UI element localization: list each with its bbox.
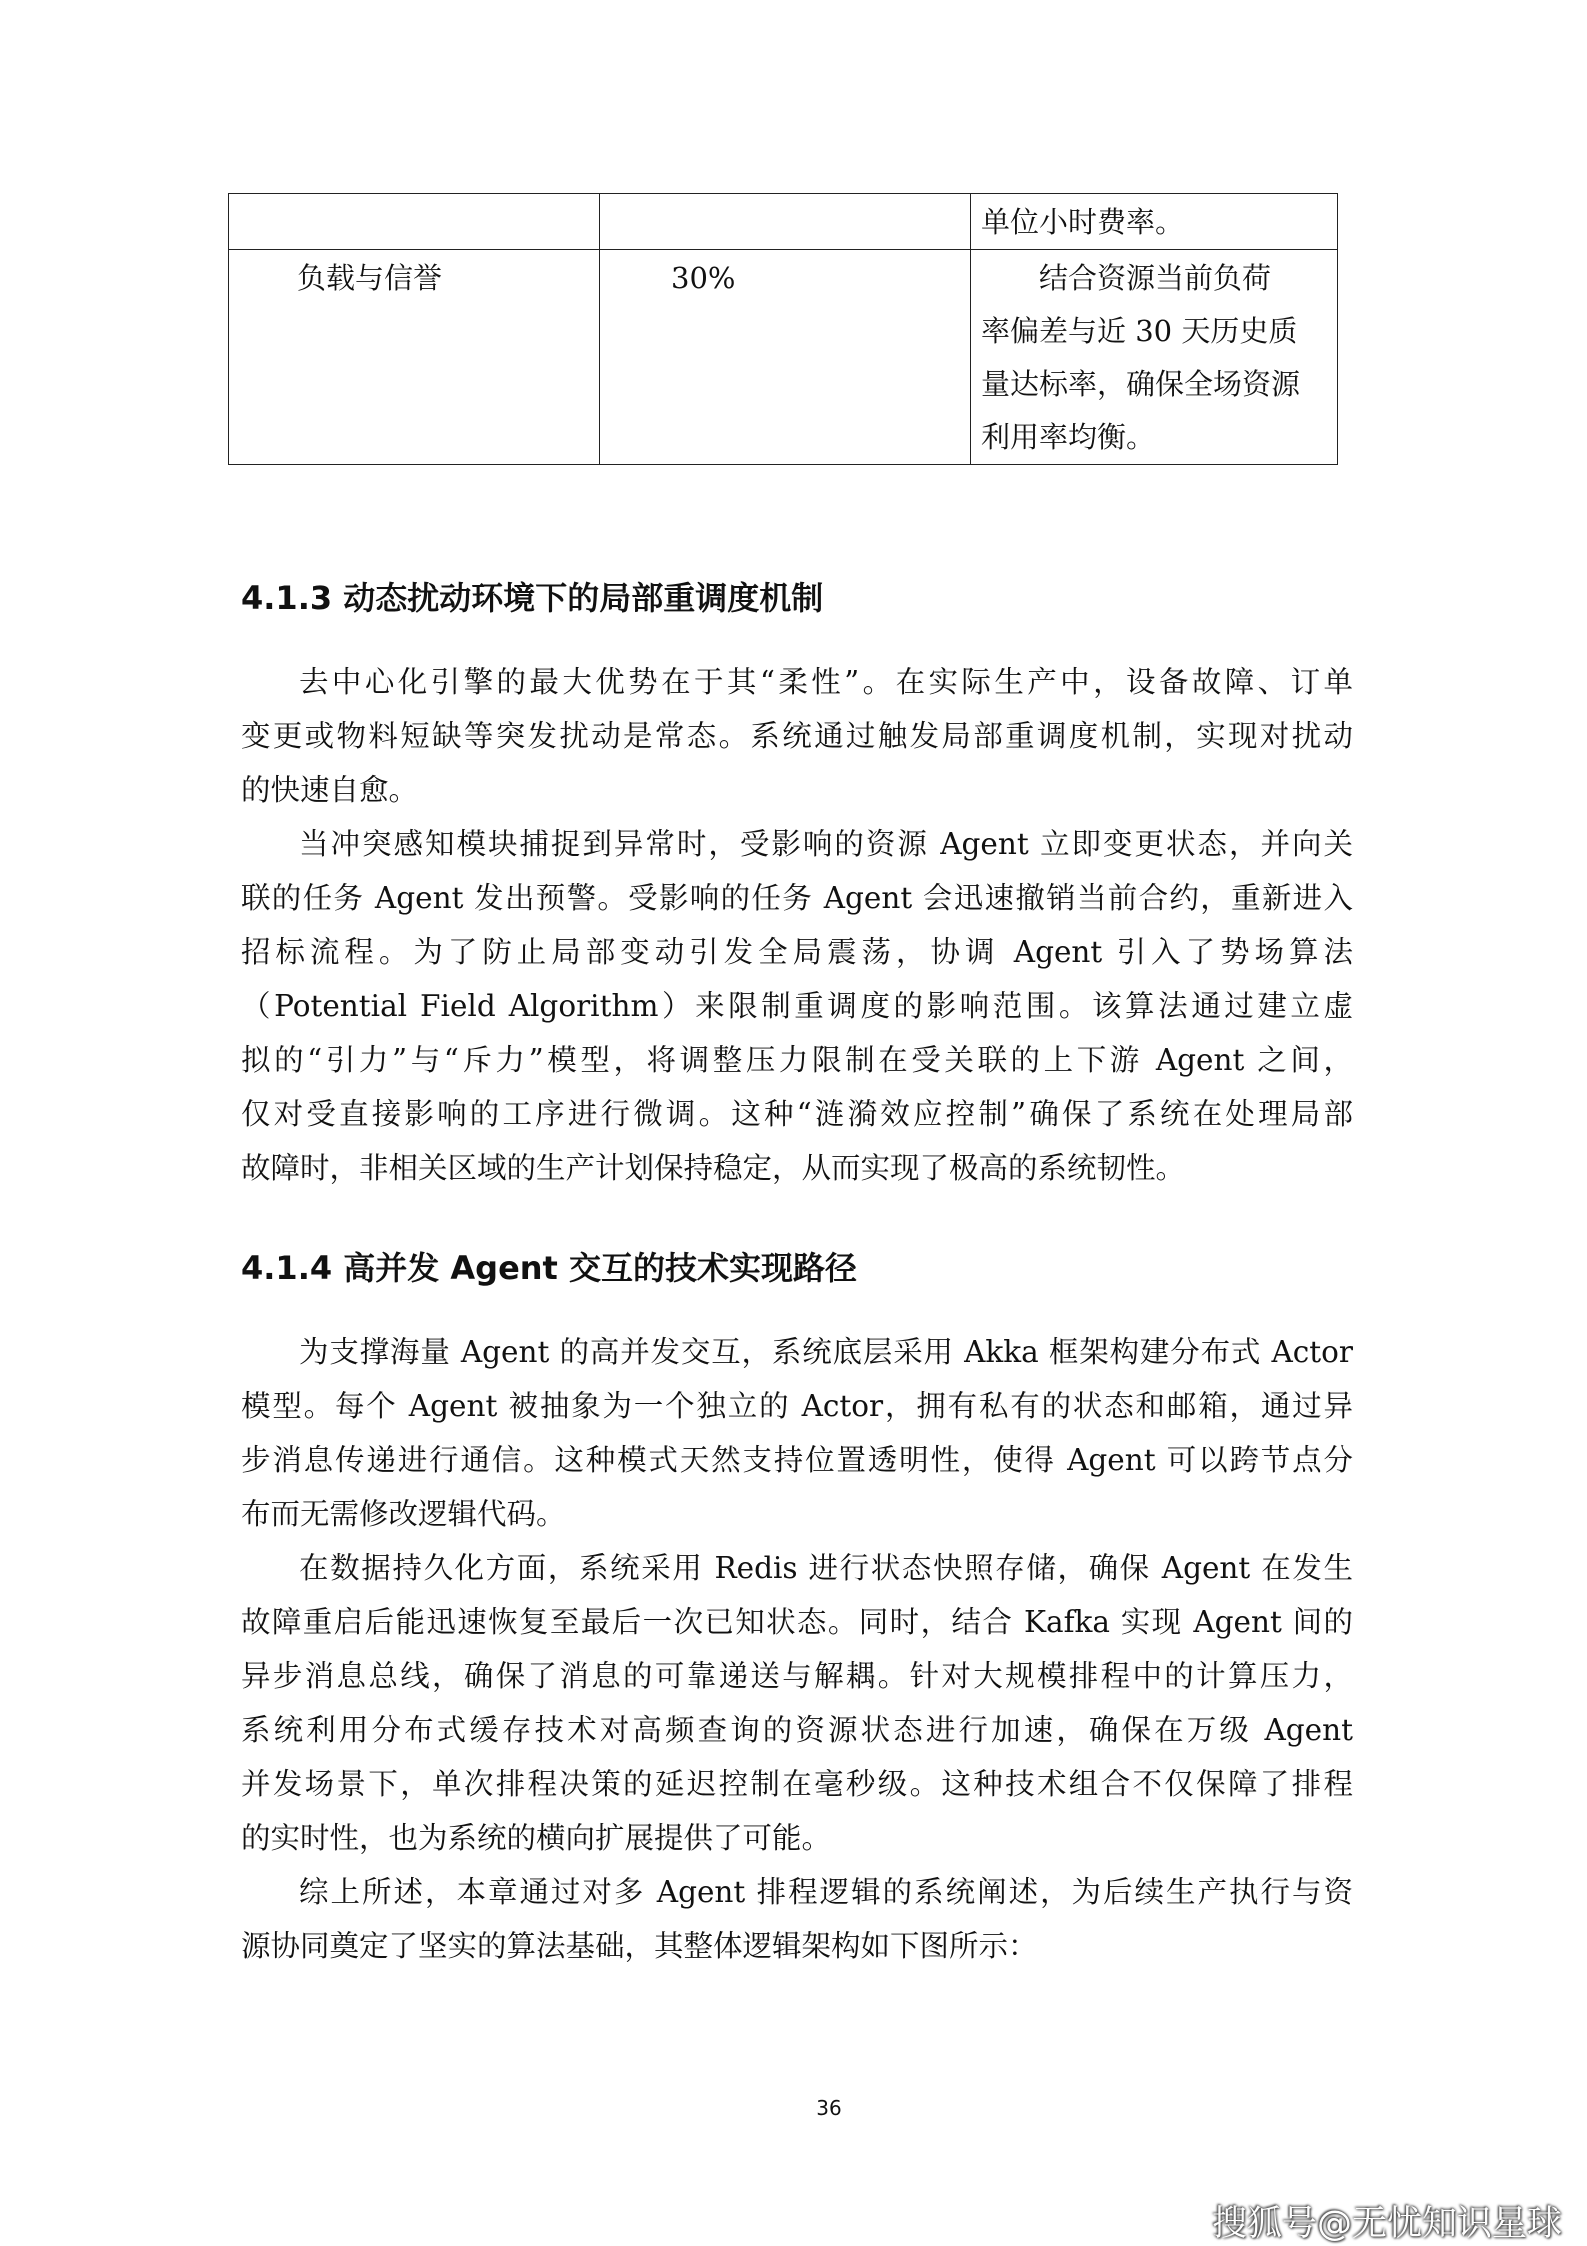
paragraph-line: 拟的“引力”与“斥力”模型，将调整压力限制在受关联的上下游 Agent 之间，: [241, 1043, 1353, 1077]
paragraph-line: 综上所述，本章通过对多 Agent 排程逻辑的系统阐述，为后续生产执行与资: [299, 1875, 1353, 1909]
paragraph-line: 故障重启后能迅速恢复至最后一次已知状态。同时，结合 Kafka 实现 Agent 间的: [241, 1605, 1353, 1639]
paragraph-line: 联的任务 Agent 发出预警。受影响的任务 Agent 会迅速撤销当前合约，重新进入: [241, 881, 1353, 915]
table-divider: [599, 194, 600, 464]
table-cell-weight: 30%: [671, 261, 736, 295]
paragraph-line: 布而无需修改逻辑代码。: [241, 1497, 566, 1531]
paragraph-line: 当冲突感知模块捕捉到异常时，受影响的资源 Agent 立即变更状态，并向关: [299, 827, 1353, 861]
table-cell-description: 量达标率，确保全场资源: [981, 367, 1301, 401]
table-cell-factor: 负载与信誉: [297, 261, 443, 295]
paragraph-line: 去中心化引擎的最大优势在于其“柔性”。在实际生产中，设备故障、订单: [299, 665, 1353, 699]
paragraph-line: 变更或物料短缺等突发扰动是常态。系统通过触发局部重调度机制，实现对扰动: [241, 719, 1353, 753]
weight-table: [228, 193, 1338, 465]
table-cell-description: 率偏差与近 30 天历史质: [981, 314, 1298, 348]
paragraph-line: 源协同奠定了坚实的算法基础，其整体逻辑架构如下图所示：: [241, 1929, 1038, 1963]
table-divider: [229, 249, 1337, 250]
paragraph-line: 仅对受直接影响的工序进行微调。这种“涟漪效应控制”确保了系统在处理局部: [241, 1097, 1353, 1131]
table-cell-description: 结合资源当前负荷: [1039, 261, 1272, 295]
paragraph-line: 为支撑海量 Agent 的高并发交互，系统底层采用 Akka 框架构建分布式 Actor: [299, 1335, 1353, 1369]
paragraph-line: 系统利用分布式缓存技术对高频查询的资源状态进行加速，确保在万级 Agent: [241, 1713, 1353, 1747]
paragraph-line: 的快速自愈。: [241, 773, 419, 807]
paragraph-line: 的实时性，也为系统的横向扩展提供了可能。: [241, 1821, 832, 1855]
section-heading: 4.1.3 动态扰动环境下的局部重调度机制: [241, 579, 824, 617]
page-number: 36: [816, 2096, 842, 2120]
watermark: 搜狐号@无忧知识星球: [1211, 2204, 1562, 2244]
table-cell-description: 利用率均衡。: [981, 420, 1156, 454]
paragraph-line: 故障时，非相关区域的生产计划保持稳定，从而实现了极高的系统韧性。: [241, 1151, 1186, 1185]
paragraph-line: 并发场景下，单次排程决策的延迟控制在毫秒级。这种技术组合不仅保障了排程: [241, 1767, 1353, 1801]
table-divider: [970, 194, 971, 464]
section-heading: 4.1.4 高并发 Agent 交互的技术实现路径: [241, 1249, 857, 1287]
paragraph-line: 在数据持久化方面，系统采用 Redis 进行状态快照存储，确保 Agent 在发生: [299, 1551, 1353, 1585]
table-cell-description: 单位小时费率。: [981, 205, 1185, 239]
paragraph-line: 异步消息总线，确保了消息的可靠递送与解耦。针对大规模排程中的计算压力，: [241, 1659, 1353, 1693]
paragraph-line: 模型。每个 Agent 被抽象为一个独立的 Actor，拥有私有的状态和邮箱，通过异: [241, 1389, 1353, 1423]
paragraph-line: 招标流程。为了防止局部变动引发全局震荡，协调 Agent 引入了势场算法: [241, 935, 1353, 969]
paragraph-line: （Potential Field Algorithm）来限制重调度的影响范围。该算法通过建立虚: [241, 989, 1353, 1023]
paragraph-line: 步消息传递进行通信。这种模式天然支持位置透明性，使得 Agent 可以跨节点分: [241, 1443, 1353, 1477]
